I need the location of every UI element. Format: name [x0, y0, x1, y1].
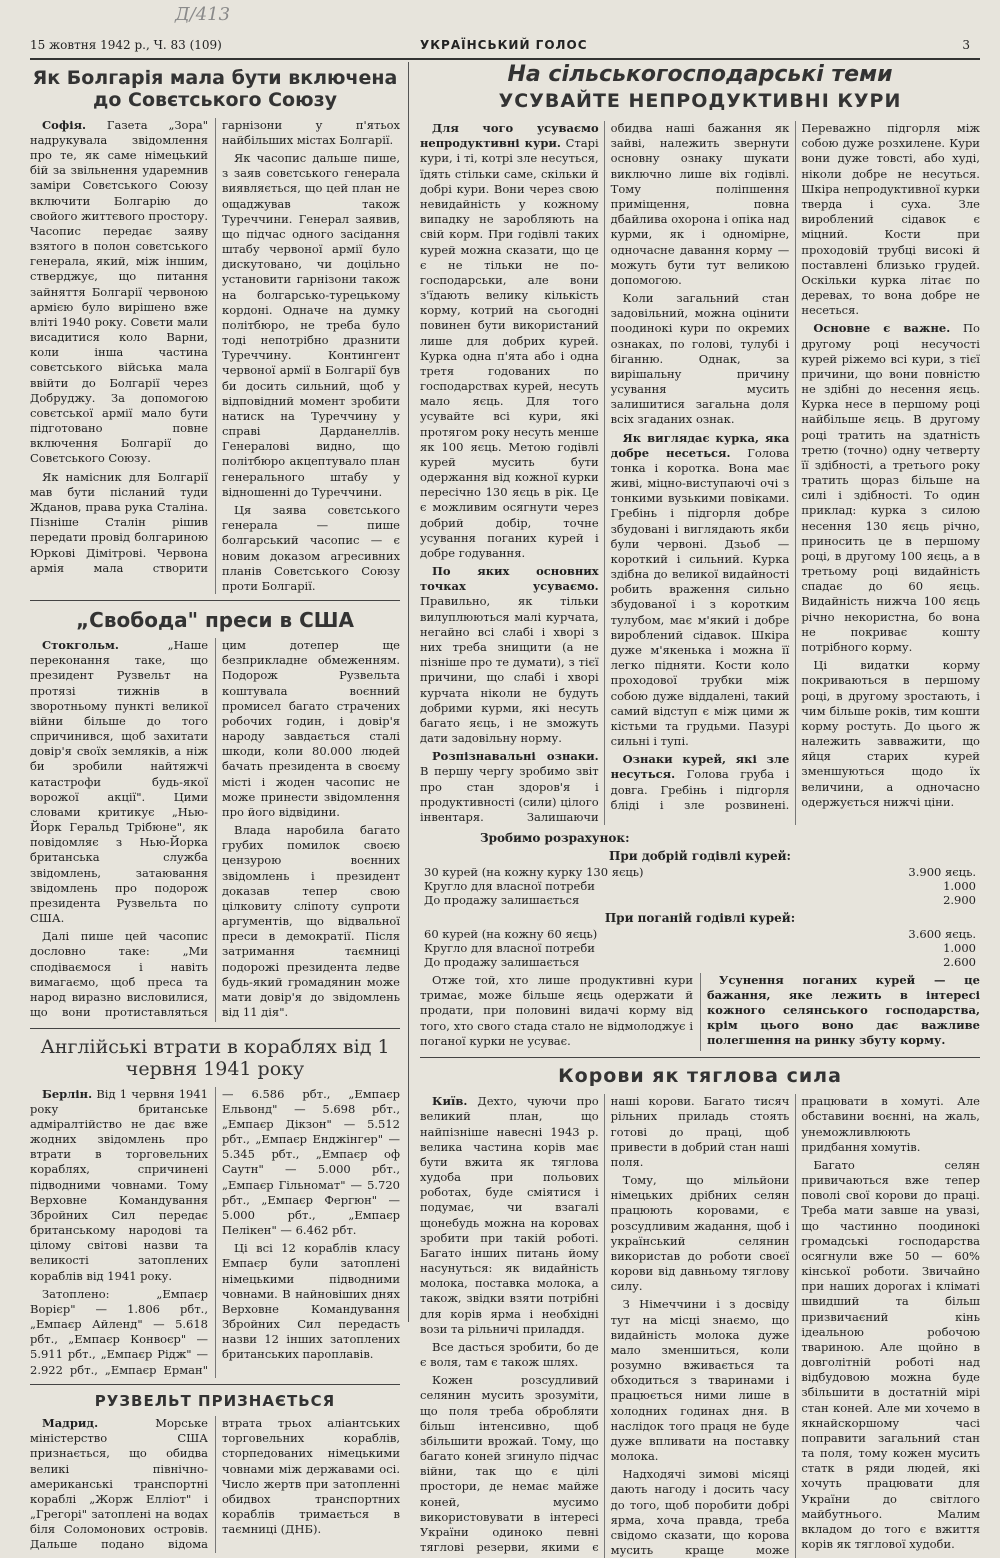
article-body — [30, 1416, 400, 1553]
article-body — [30, 118, 400, 594]
calc-bad-title: При поганій годівлі курей: — [604, 911, 796, 926]
paragraph: Мадрид. Морське міністерство США признається, що обидва великі північно-американські транспортні кораблі „Жорж Елліот" і „Грегорі" затоплені на водах біля Соломонових островів. Дальше подано відома втрата трьох аліантських торговельних кораблів, сторпедованих німецькими човнами між державами осі. Число жертв при затопленні обидвох транспортних кораблів тримається в таємниці (ДНБ). — [30, 1416, 400, 1552]
article-title: Корови як тяглова сила — [558, 1065, 842, 1088]
column-divider — [408, 62, 409, 1322]
paragraph: Ця заява совєтського генерала — пише болгарський часопис — є новим доказом агресивних планів Совєтського Союзу проти Болгарії. — [222, 502, 400, 593]
article-body — [30, 638, 400, 1022]
paragraph: З Німеччини і з досвіду тут на місці знаємо, що видайність молока дуже мало зменшиться, коли розумно вживається та обходиться з тваринами і працюється ними лише в холодних годинах дня. В наслідок того праця не буде дуже впливати на поставку молока. — [610, 1297, 790, 1464]
divider — [30, 1384, 400, 1385]
table-row: 30 курей (на кожну курку 130 яєць) 3.900 яєць. — [424, 865, 976, 880]
paragraph: Все дасться зробити, бо де є воля, там є також шлях. — [420, 1339, 599, 1370]
divider — [30, 600, 400, 601]
paragraph: Стокгольм. „Наше переконання таке, що президент Рузвельт на протязі тижнів в зворотньому пункті великої війни більше до того спричинився, щоб захитати довір'я своїх земляків, а ніж би зробили найтяжчі катастрофи будь-якої ворожої акції". Цими словами критикує „Нью-Йорк Геральд Трібюне", як повідомляє з Нью-Йорка британська служба звідомлень, затаювання звідомлень про подорож президента Рузвельта по США. — [30, 638, 208, 926]
table-row: Кругло для власної потреби 1.000 — [424, 941, 976, 956]
dateline: Стокгольм. — [42, 638, 119, 653]
calc-bad-table — [420, 927, 980, 969]
paragraph: Тому, що мільйони німецьких дрібних селян працюють коровами, є розсудливим жадання, щоб і український селянин використав до роботи своєї корови від давньому тяглову силу. — [610, 1173, 790, 1294]
article-roosevelt — [30, 1393, 400, 1553]
paragraph: Як виглядає курка, яка добре несеться. Голова тонка і коротка. Вона має живі, міцно-виступаючі очі з тонкими вузькими повіками. Гребінь і підгорля добре збудовані і виглядають якби були червоні. Дзьоб — короткий і сильний. Курка здібна до великої видайності робить враження сильно збудованої і з коротким тулубом, має м'який і добре вироблений сідавок. Шкіра дуже м'якенька і можна її легко підняти. Кости коло проходової трубки між собою дуже віддалені, такий самий відступ є між цими ж кістьми та грудьми. Пазурі сильні і тупі. — [610, 430, 790, 749]
article-body — [420, 1094, 980, 1558]
article-english-losses — [30, 1037, 400, 1378]
paragraph: Берлін. Від 1 червня 1941 року британське адміралтійство не дає вже жодних звідомлень про втрати в торговельних кораблях, спричинені підводними човнами. Тому Верховне Командування Збройних Сил передає британському народові та цілому світові назви та великості затоплених кораблів від 1941 року. — [30, 1086, 208, 1283]
page-number: 3 — [962, 38, 970, 52]
conclusion: Усунення поганих курей — це бажання, яке лежить в інтересі кожного селянського господарства, крім цього воно дає важливе полегшення на ринку збуту корму. — [707, 973, 980, 1047]
paragraph: Як часопис дальше пише, з заяв совєтського генерала виявляється, що цей план не ощаджував також Туреччини. Генерал заявив, що підчас одного засідання штабу червоної армії було дискутовано, чи доцільно установити гарнізони також на болгарсько-турецькому кордоні. Одначе на думку політбюро, не треба було тоді непотрібно дразнити Туреччину. Контингент червоної армії в Болгарії був би досить сильний, щоб у відповідний момент зробити натиск на Туреччину у справі Дарданеллів. Генералові видно, що політбюро акцептувало план генерального штабу у відношенні до Туреччини. — [222, 151, 400, 499]
calc-good-table — [420, 865, 980, 907]
paragraph: Ці всі 12 кораблів класу Емпаєр були затоплені німецькими підводними човнами. В найновіших днях Верховне Командування Збройних Сил передасть назви 12 інших затоплених британських пароплавів. — [222, 1241, 400, 1362]
paragraph: Надходячі зимові місяці дають нагоду і досить часу до того, щоб поробити добрі ярма, хоча правда, треба свідомо сказати, що корова мусить краще може працювати в хомуті. Але обставини воєнні, на жаль, унеможливлюють придбання хомутів. — [610, 1094, 980, 1558]
dateline: Берлін. — [42, 1086, 93, 1101]
paragraph: Софія. Газета „Зора" надрукувала звідомлення про те, як саме німецький бій за звільнення ударемнив заміри Совєтського Союзу включити Болгарію до свойого життєвого простору. Часопис передає заяву взятого в полон совєтського генерала, який, між іншим, стверджує, що питання зайняття Болгарії червоною армією було вирішено вже вліті 1940 року. Совєти мали висадитися коло Варни, коли інша частина совєтського війська мала ввійти до Болгарії через Добруджу. За допомогою совєтської армії мало бути підготовано повне включення Болгарії до Совєтського Союзу. — [30, 117, 208, 466]
archive-stamp: Д/413 — [175, 4, 231, 25]
paragraph: Київ. Дехто, чуючи про великий план, що найпізніше навесні 1943 р. велика частина корів має бути вжита як тяглова худоба при польових роботах, буде сміятися і подумає, чи взагалі щонебудь можна на коровах зробити при такій роботі. Багато інших питань йому насунуться: як видайність молока, поставка молока, а також, звідки взяти потрібні для корів ярма і необхідні вози та рільничі приладдя. — [420, 1094, 599, 1336]
dateline: Софія. — [42, 117, 87, 132]
article-title: „Свобода" преси в США — [76, 608, 354, 633]
calc-title: Зробимо розрахунок: — [480, 831, 630, 846]
article-kury — [420, 121, 980, 1051]
paragraph: Для чого усуваємо непродуктивні кури. Старі кури, і ті, котрі зле несуться, їдять стільки саме, скільки й добрі кури. Вони через свою невидайність у кожному випадку не заробляють на свій корм. При годівлі таких курей можна сказати, що це є не тільки не по-господарськи, але вони з'їдають велику кількість корму, котрий на сьогодні повинен бути використаний лише для добрих курей. Курка одна п'ята або і одна третя годованих по господарствах курей, несуть мало яєць. Для того усувайте всі кури, які протягом року несуть менше як 100 яєць. Метою годівлі курей мусить бути одержання від кожної курки пересічно 130 яєць в рік. Це є можливим осягнути через добрий добір, точне усування поганих курей і добре годування. — [420, 121, 599, 560]
dateline: Київ. — [432, 1094, 468, 1109]
article-title: УСУВАЙТЕ НЕПРОДУКТИВНІ КУРИ — [498, 90, 902, 113]
paragraph: Затоплено: „Емпаєр Ворієр" — 1.806 рбт., „Емпаєр Айленд" — 5.618 рбт., „Емпаєр Конвоєр" — 5.911 рбт., „Емпаєр Рідж" — 2.922 рбт., „Емпаєр Ерман" — 6.586 рбт., „Емпаєр Ельвонд" — 5.698 рбт., „Емпаєр Дікзон" — 5.512 рбт., „Емпаєр Енджінгер" — 5.345 рбт., „Емпаєр оф Саутн" — 5.000 рбт., „Емпаєр Гільномат" — 5.720 рбт., „Емпаєр Фергюн" — 5.000 рбт., „Емпаєр Пелікен" — 6.462 рбт. — [30, 1086, 400, 1377]
right-column — [420, 60, 980, 1558]
divider — [420, 1057, 980, 1058]
left-column — [30, 60, 400, 1552]
article-bulgaria — [30, 68, 400, 594]
section-title: На сільськогосподарські теми — [507, 62, 893, 87]
paragraph: Влада наробила багато грубих помилок своєю цензурою воєнних звідомлень і президент доказав тепер свою цілковиту сліпоту супроти аргументів, що відвальної преси в демократії. Після затримання таємниці подорожі президента ледве будь-який громадянин може мати довір'я до звідомлень від 11 дія". — [222, 823, 400, 1020]
article-body — [420, 121, 980, 825]
paragraph: Основне є важне. По другому році несучості курей ріжемо всі кури, з тієї причини, що вони повністю не здібні до несення яєць. Курка несе в першому році найбільше яєць. В другому році тратить на здатність третю (точно) одну четверту її здібності, а третього року тратить щораз більше на силі і здібності. То один приклад: курка з силою несення 130 яєць річно, приносить це в першому році, в другому 100 яєць, а в третьому році видайність спадає до 60 яєць. Видайність нижча 100 яєць річно некористна, бо вона не покриває кошту потрібного корму. — [801, 321, 980, 654]
issue-date: 15 жовтня 1942 р., Ч. 83 (109) — [30, 38, 222, 52]
table-row: 60 курей (на кожну 60 яєць) 3.600 яєць. — [424, 927, 976, 942]
table-row: До продажу залишається 2.600 — [424, 955, 976, 970]
paragraph: Ці видатки корму покриваються в першому році, в другому зростають, і чим більше років, тим кошти корму ростуть. До цього ж належить завважити, що яйця старих курей зменшуються щодо їх величини, а одночасно одержується нижчі ціни. — [801, 658, 980, 809]
article-conclusion — [420, 973, 980, 1051]
paragraph: Розпізнавальні ознаки. В першу чергу зробимо звіт про стан здоров'я і продуктивності (сили) цілого інвентаря. Залишаючи обидва наші бажання як зайві, належить звернути основну ознаку шукати виключно лише віх годівлі. Тому поліпшення приміщення, повна дбайлива охорона і опіка над курми, як і одномірне, одночасне давання корму — можуть бути тут великою допомогою. — [420, 121, 790, 824]
page-header — [30, 38, 980, 60]
paragraph: Коли загальний стан задовільний, можна оцінити поодинокі кури по окремих ознаках, по голові, тулубі і біганню. Однак, за вирішальну причину усування мусить залишитися загальна доля всіх згаданих ознак. — [610, 291, 790, 427]
article-title: Як Болгарія мала бути включена до Совєтського Союзу — [32, 67, 398, 111]
article-body — [30, 1087, 400, 1378]
divider — [30, 1028, 400, 1029]
paragraph: Далі пише цей часопис дословно таке: „Ми сподіваємося і навіть вимагаємо, щоб преса та народ виразно висловилися, що вони протиставляться цим дотепер ще безприкладне обмеженням. Подорож Рузвельта коштувала воєнний промисел багато страчених робочих годин, і довір'я народу завдається сталі шкоди, коли 80.000 людей бачать президента в своєму місті і жоден часопис не може принести звідомлення про його відвідини. — [30, 638, 400, 1020]
table-row: Кругло для власної потреби 1.000 — [424, 879, 976, 894]
article-freedom — [30, 609, 400, 1022]
article-title: РУЗВЕЛЬТ ПРИЗНАЄТЬСЯ — [94, 1391, 336, 1410]
paragraph: Як намісник для Болгарії мав бути післаний туди Жданов, права рука Сталіна. Пізніше Сталін рішив передати провід болгариною Юркові Дімітрові. Червона армія мала створити гарнізони у п'ятьох найбільших містах Болгарії. — [30, 117, 400, 575]
paragraph: По яких основних точках усуваємо. Правильно, як тільки вилуплюються малі курчата, негайно всі слабі і хворі з них треба знищити (а не пізніше про те думати), з тієї причини, що слабі і хворі курчата ніколи не будуть добрими курми, які несуть багато яєць, і не зможуть дати задовільну норму. — [420, 564, 599, 746]
calculation-block — [420, 831, 980, 969]
paragraph: Ознаки курей, які зле несуться. Голова груба і довга. Гребінь і підгорля бліді і зле розвинені. Переважно підгорля між собою дуже розхилене. Кури вони дуже товсті, або худі, ніколи добре не несуться. Шкіра непродуктивної курки тверда і суха. Зле вироблений сідавок є міцний. Кости при проходовій трубці високі й поставлені близько грудей. Оскільки курка літає по деревах, то вона добре не несеться. — [610, 121, 980, 812]
article-title: Англійські втрати в кораблях від 1 червня 1941 року — [40, 1035, 390, 1080]
paragraph: Багато селян привичаються вже тепер поволі свої корови до праці. Треба мати завше на увазі, що частинно поодинокі громадські господарства осягнули вже 50 — 60% кінської роботи. Звичайно при наших дорогах і кліматі швидший та більш призвичаєний кінь ідеальною робочою твариною. Але щойно в довголітній роботі над відбудовою можна буде збільшити в достатній мірі стан коней. Але ми хочемо в якнайскоршому часі поправити загальний стан та поля, тому кожен мусить статк в ряди людей, які хочуть працювати для України до світлого майбутнього. Малим вкладом до того є вжиття корів як тяглової худоби. — [801, 1157, 980, 1552]
paragraph: Кожен розсудливий селянин мусить зрозуміти, що поля треба обробляти більш інтенсивно, щоб збільшити врожай. Тому, що багато коней згинуло підчас війни, так що є цілі простори, де немає майже коней, мусимо використовувати в інтересі України одиноко певні тяглові резерви, якими є наші корови. Багато тисяч рільних приладь стоять готові до праці, щоб привести в добрий стан наші поля. — [420, 1094, 790, 1555]
dateline: Мадрид. — [42, 1416, 99, 1431]
paragraph: Отже той, хто лише продуктивні кури тримає, може більше яєць одержати й продати, при половині видачі корму від того, хто свого стада стало не відмолоджує і поганої курки не усуває. — [420, 973, 693, 1048]
table-row: До продажу залишається 2.900 — [424, 893, 976, 908]
newspaper-title: УКРАЇНСЬКИЙ ГОЛОС — [420, 38, 588, 52]
calc-good-title: При добрій годівлі курей: — [609, 849, 791, 864]
article-korovy — [420, 1066, 980, 1558]
